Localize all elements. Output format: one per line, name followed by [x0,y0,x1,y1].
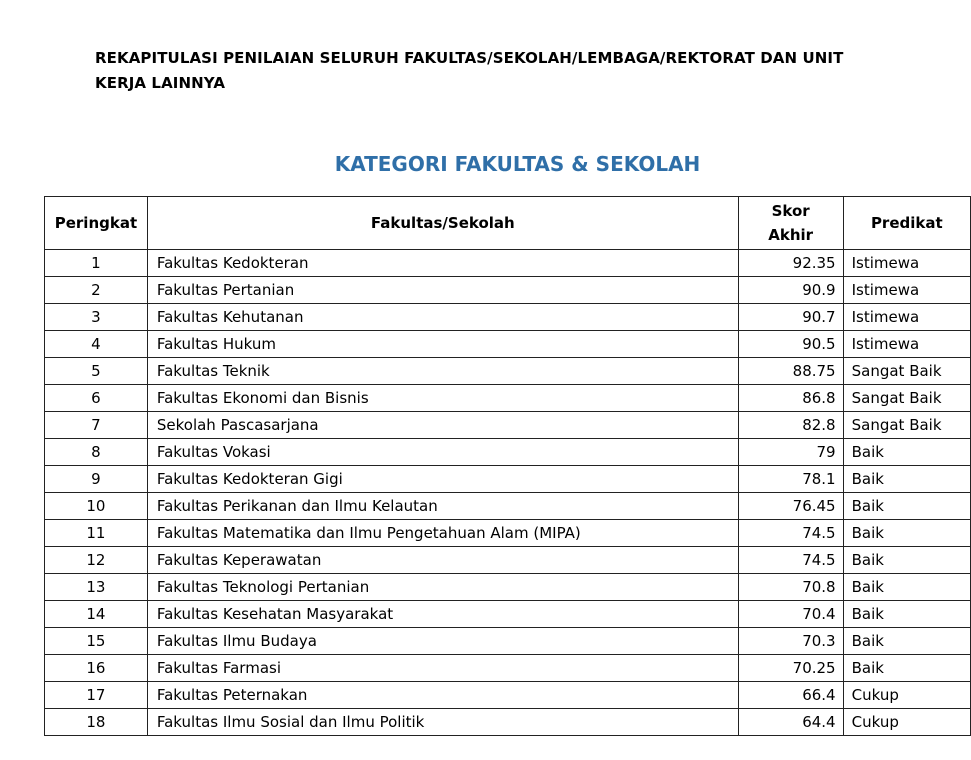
ranking-table [44,196,971,736]
header-score [738,197,843,250]
document-title [95,46,915,96]
header-predicate: Predikat [843,197,970,250]
cell-predicate: Baik [843,520,970,547]
cell-rank: 8 [45,439,148,466]
cell-name: Fakultas Peternakan [147,682,738,709]
cell-name: Fakultas Ekonomi dan Bisnis [147,385,738,412]
cell-predicate: Cukup [843,682,970,709]
cell-predicate: Baik [843,655,970,682]
header-score-line-1: Skor [771,202,810,220]
cell-name: Fakultas Pertanian [147,277,738,304]
table-body [45,250,971,736]
cell-score: 66.4 [738,682,843,709]
cell-rank: 4 [45,331,148,358]
cell-score: 90.9 [738,277,843,304]
cell-rank: 13 [45,574,148,601]
cell-name: Fakultas Hukum [147,331,738,358]
table-row [45,655,971,682]
cell-name: Fakultas Farmasi [147,655,738,682]
header-name: Fakultas/Sekolah [147,197,738,250]
cell-predicate: Sangat Baik [843,412,970,439]
table-row [45,574,971,601]
cell-name: Fakultas Ilmu Sosial dan Ilmu Politik [147,709,738,736]
cell-predicate: Cukup [843,709,970,736]
cell-rank: 11 [45,520,148,547]
cell-predicate: Baik [843,547,970,574]
cell-name: Fakultas Matematika dan Ilmu Pengetahuan Alam (MIPA) [147,520,738,547]
cell-name: Fakultas Kesehatan Masyarakat [147,601,738,628]
cell-name: Fakultas Kedokteran Gigi [147,466,738,493]
cell-score: 92.35 [738,250,843,277]
cell-predicate: Istimewa [843,331,970,358]
table-row [45,358,971,385]
cell-predicate: Baik [843,466,970,493]
cell-predicate: Istimewa [843,250,970,277]
cell-predicate: Istimewa [843,277,970,304]
cell-rank: 6 [45,385,148,412]
table-row [45,709,971,736]
table-row [45,277,971,304]
table-row [45,439,971,466]
document-title-line-1: REKAPITULASI PENILAIAN SELURUH FAKULTAS/SEKOLAH/LEMBAGA/REKTORAT DAN UNIT [95,49,844,67]
table-row [45,628,971,655]
cell-rank: 12 [45,547,148,574]
cell-name: Fakultas Teknologi Pertanian [147,574,738,601]
cell-name: Sekolah Pascasarjana [147,412,738,439]
cell-predicate: Sangat Baik [843,358,970,385]
cell-rank: 7 [45,412,148,439]
cell-score: 70.25 [738,655,843,682]
cell-rank: 3 [45,304,148,331]
cell-score: 90.7 [738,304,843,331]
cell-rank: 9 [45,466,148,493]
table-row [45,466,971,493]
cell-score: 82.8 [738,412,843,439]
cell-rank: 15 [45,628,148,655]
cell-name: Fakultas Perikanan dan Ilmu Kelautan [147,493,738,520]
table-row [45,331,971,358]
cell-rank: 10 [45,493,148,520]
header-score-line-2: Akhir [768,226,814,244]
cell-predicate: Baik [843,601,970,628]
cell-score: 70.3 [738,628,843,655]
cell-name: Fakultas Kedokteran [147,250,738,277]
cell-name: Fakultas Keperawatan [147,547,738,574]
cell-score: 64.4 [738,709,843,736]
table-row [45,520,971,547]
cell-score: 70.4 [738,601,843,628]
cell-predicate: Baik [843,439,970,466]
cell-rank: 5 [45,358,148,385]
table-row [45,412,971,439]
cell-score: 78.1 [738,466,843,493]
cell-rank: 2 [45,277,148,304]
cell-score: 70.8 [738,574,843,601]
cell-predicate: Baik [843,493,970,520]
cell-predicate: Sangat Baik [843,385,970,412]
cell-score: 76.45 [738,493,843,520]
cell-predicate: Baik [843,628,970,655]
cell-score: 74.5 [738,547,843,574]
cell-rank: 16 [45,655,148,682]
table-row [45,250,971,277]
cell-name: Fakultas Kehutanan [147,304,738,331]
table-row [45,385,971,412]
table-row [45,547,971,574]
cell-rank: 17 [45,682,148,709]
cell-score: 88.75 [738,358,843,385]
category-heading: KATEGORI FAKULTAS & SEKOLAH [334,152,701,176]
table-row [45,601,971,628]
table-row [45,304,971,331]
cell-rank: 1 [45,250,148,277]
cell-rank: 14 [45,601,148,628]
header-row [45,197,971,250]
cell-name: Fakultas Vokasi [147,439,738,466]
cell-predicate: Istimewa [843,304,970,331]
cell-name: Fakultas Ilmu Budaya [147,628,738,655]
cell-score: 86.8 [738,385,843,412]
document-title-line-2: KERJA LAINNYA [95,74,226,92]
header-rank: Peringkat [45,197,148,250]
cell-score: 74.5 [738,520,843,547]
cell-score: 90.5 [738,331,843,358]
cell-predicate: Baik [843,574,970,601]
table-row [45,682,971,709]
cell-name: Fakultas Teknik [147,358,738,385]
cell-rank: 18 [45,709,148,736]
cell-score: 79 [738,439,843,466]
table-row [45,493,971,520]
table-header [45,197,971,250]
